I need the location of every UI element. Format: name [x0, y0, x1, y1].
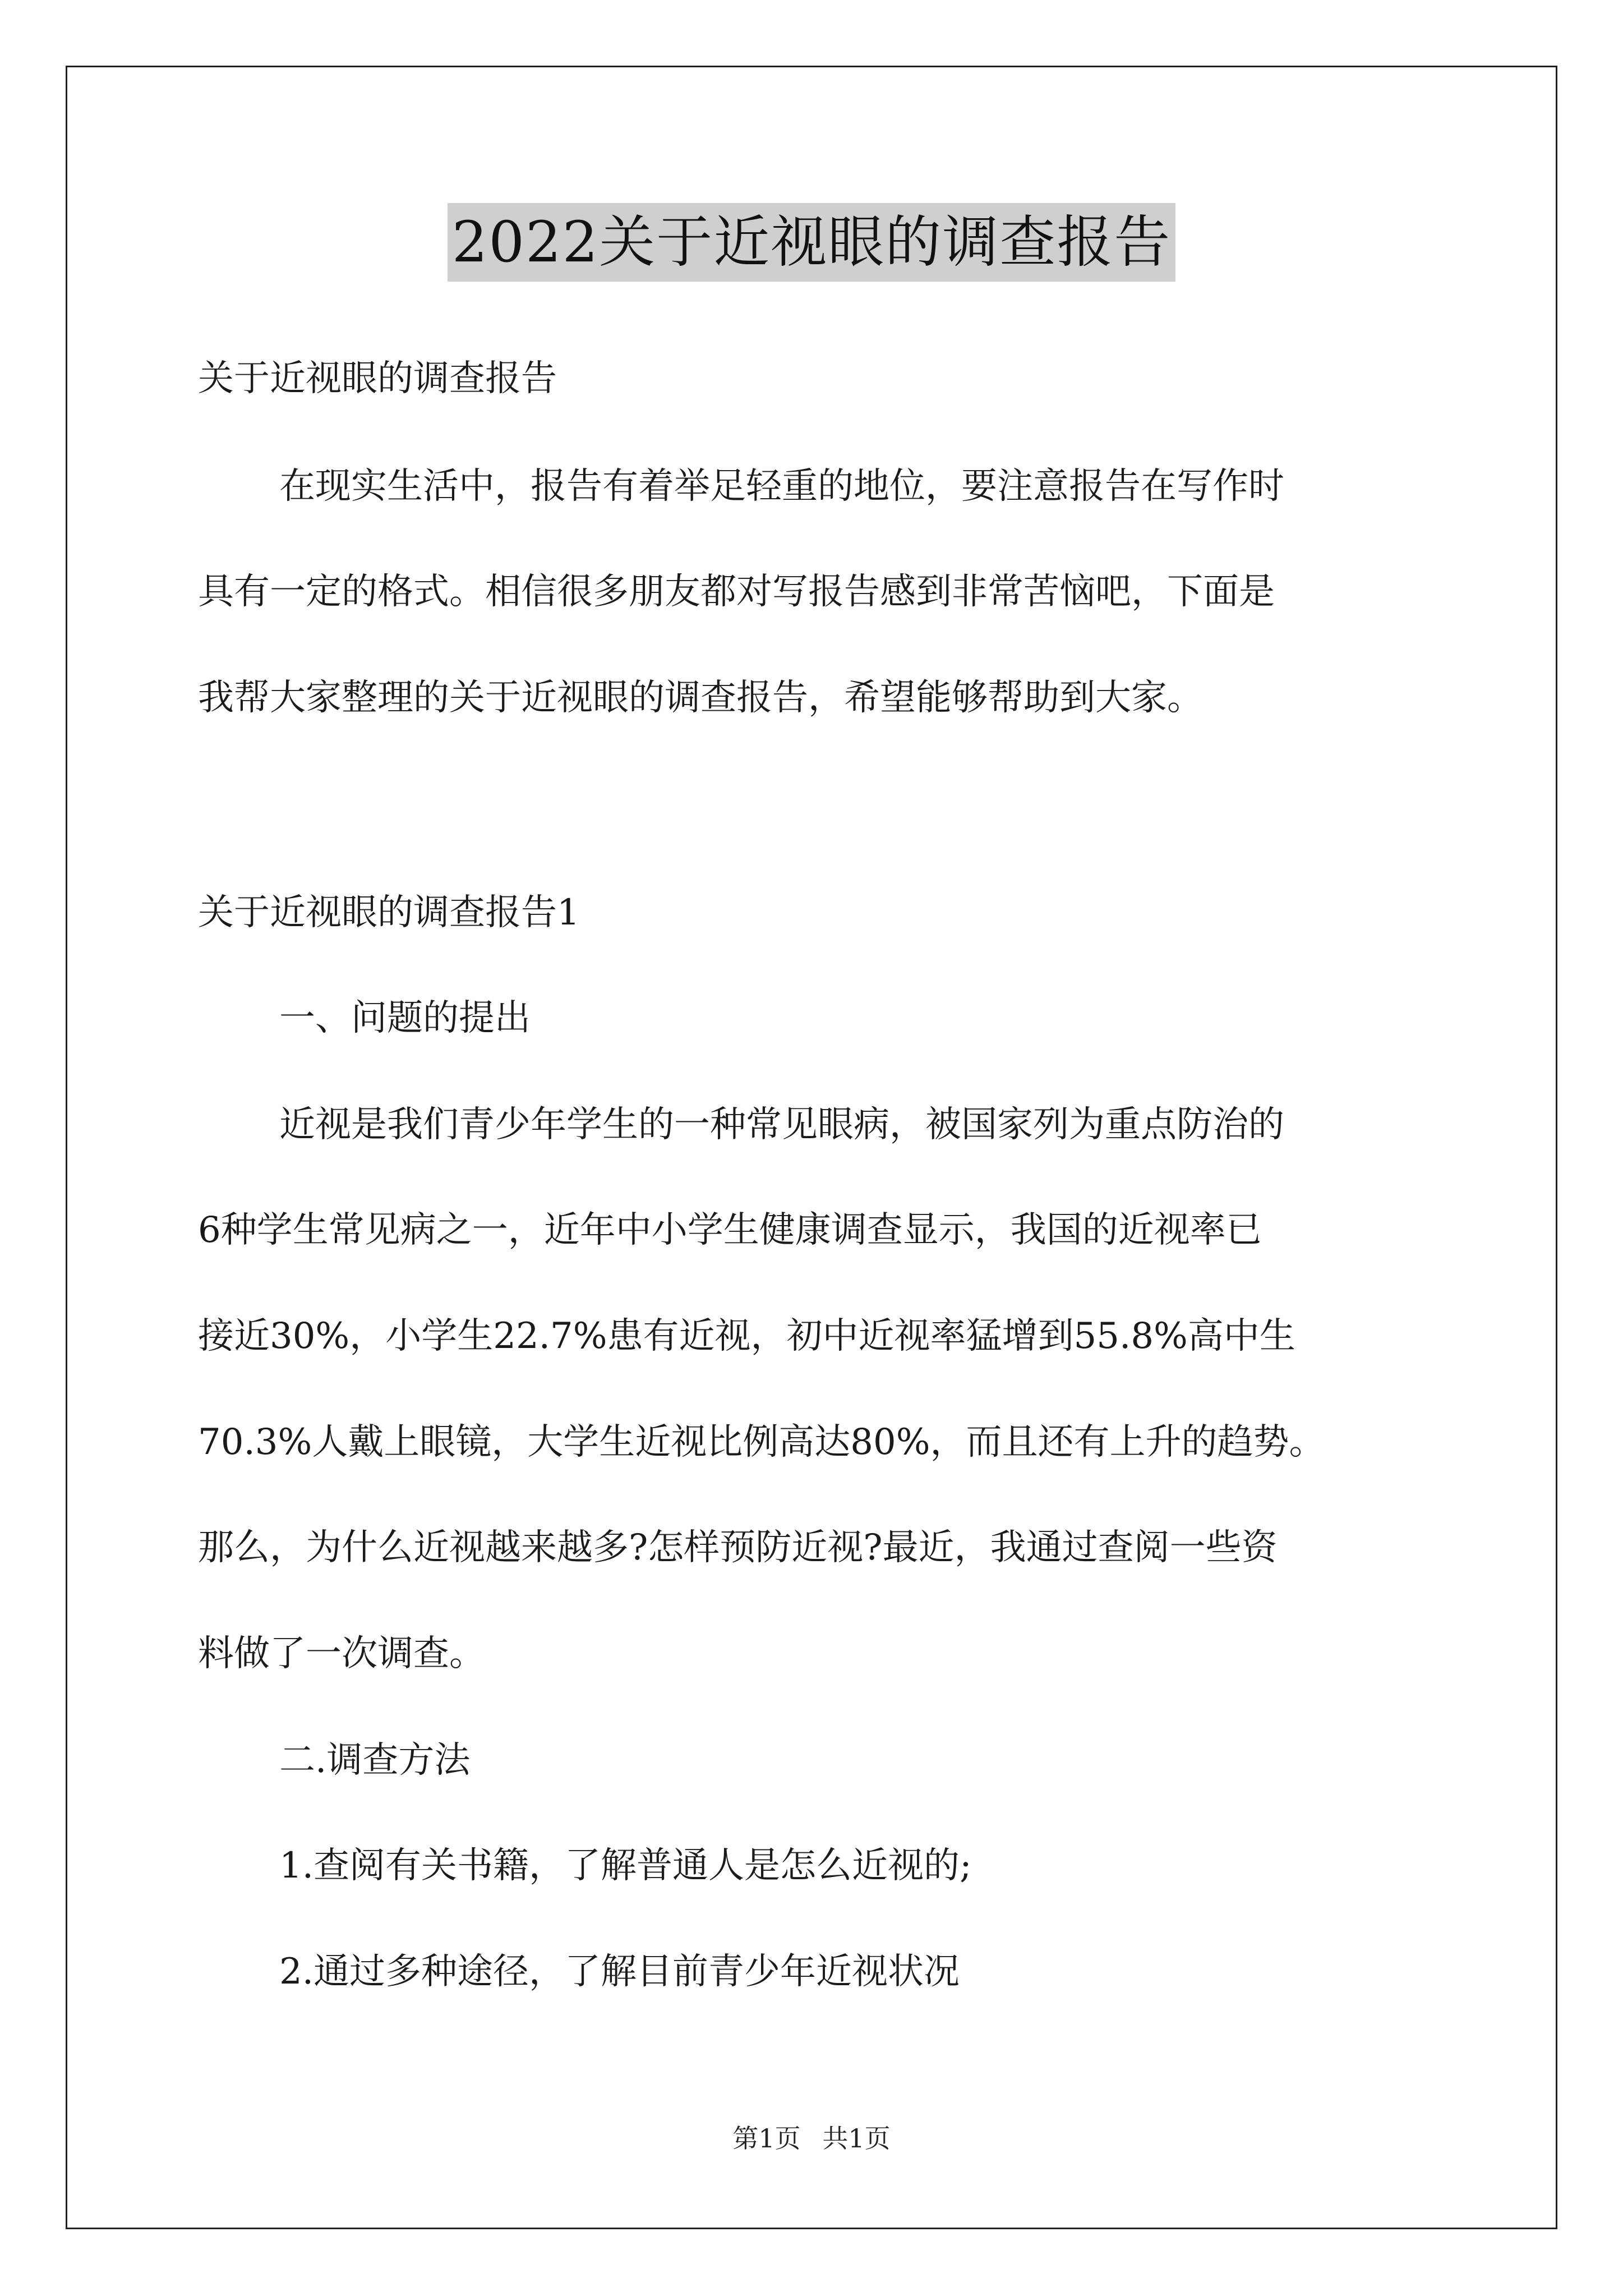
- part1-line-1: 近视是我们青少年学生的一种常见眼病，被国家列为重点防治的: [279, 1104, 1284, 1145]
- method-item-1: 1.查阅有关书籍，了解普通人是怎么近视的;: [279, 1845, 972, 1887]
- part1-line-6: 料做了一次调查。: [198, 1633, 485, 1674]
- part1-title: 一、问题的提出: [279, 997, 531, 1039]
- part1-line-5: 那么，为什么近视越来越多?怎样预防近视?最近，我通过查阅一些资: [198, 1527, 1278, 1568]
- part2-title: 二.调查方法: [279, 1740, 471, 1781]
- section-title: 关于近视眼的调查报告1: [198, 892, 580, 933]
- intro-line-2: 具有一定的格式。相信很多朋友都对写报告感到非常苦恼吧，下面是: [198, 571, 1275, 613]
- intro-line-3: 我帮大家整理的关于近视眼的调查报告，希望能够帮助到大家。: [198, 677, 1203, 719]
- document-title: 2022关于近视眼的调查报告: [448, 203, 1176, 282]
- intro-line-1: 在现实生活中，报告有着举足轻重的地位，要注意报告在写作时: [279, 466, 1284, 507]
- page-number-total: 共1页: [822, 2123, 891, 2154]
- method-item-2: 2.通过多种途径，了解目前青少年近视状况: [279, 1951, 960, 1993]
- page-number-current: 第1页: [732, 2123, 801, 2154]
- part1-line-3: 接近30%，小学生22.7%患有近视，初中近视率猛增到55.8%高中生: [198, 1315, 1295, 1357]
- page-footer: [0, 2122, 1623, 2155]
- title-container: [0, 203, 1623, 282]
- document-heading: 关于近视眼的调查报告: [198, 358, 557, 399]
- part1-line-4: 70.3%人戴上眼镜，大学生近视比例高达80%，而且还有上升的趋势。: [198, 1421, 1325, 1463]
- part1-line-2: 6种学生常见病之一，近年中小学生健康调查显示，我国的近视率已: [198, 1209, 1262, 1251]
